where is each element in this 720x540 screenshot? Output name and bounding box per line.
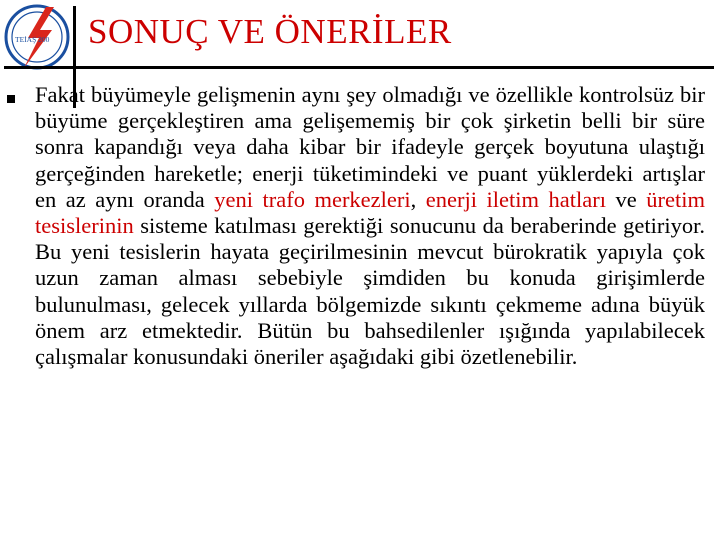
paragraph-text-4: sisteme katılması gerektiği sonucunu da beraberinde getiriyor. Bu yeni tesislerin hayata geçirilmesinin mevcut bürokratik yapıyla çok uzun zaman alması sebebiyle şimdiden bu konuda girişimlerde bulunulması, gelecek yıllarda bölgemizde sıkıntı çekmeme adına büyük önem arz etmektedir. Bütün bu bahsedilenler ışığında yapılabilecek çalışmalar konusundaki öneriler aşağıdaki gibi özetlenebilir.: [35, 213, 705, 370]
body-paragraph: [35, 82, 705, 370]
square-bullet-icon: [7, 95, 15, 103]
paragraph-text-1: Fakat büyümeyle gelişmenin aynı şey olmadığı ve özellikle kontrolsüz bir büyüme gerçekleştiren ama gelişememiş bir çok şirketin belli bir süre sonra kapandığı veya daha kibar bir ifadeyle gerçek boyutuna ulaştığı gerçeğinden hareketle; enerji tüketimindeki ve puant yüklerdeki artışlar en az aynı oranda: [35, 82, 705, 212]
highlight-uretim-tesisleri: üretim tesislerinin: [35, 186, 705, 239]
logo-text: TEİAŞ 200: [15, 35, 50, 44]
teias-logo-icon: [2, 2, 72, 72]
highlight-trafo-merkezleri: yeni trafo merkezleri: [214, 186, 411, 212]
page-title: SONUÇ VE ÖNERİLER: [88, 12, 452, 51]
paragraph-text-2: ,: [410, 186, 426, 212]
highlight-iletim-hatlari: enerji iletim hatları: [425, 186, 606, 212]
header-horizontal-divider: [4, 66, 714, 69]
paragraph-text-3: ve: [605, 186, 647, 212]
